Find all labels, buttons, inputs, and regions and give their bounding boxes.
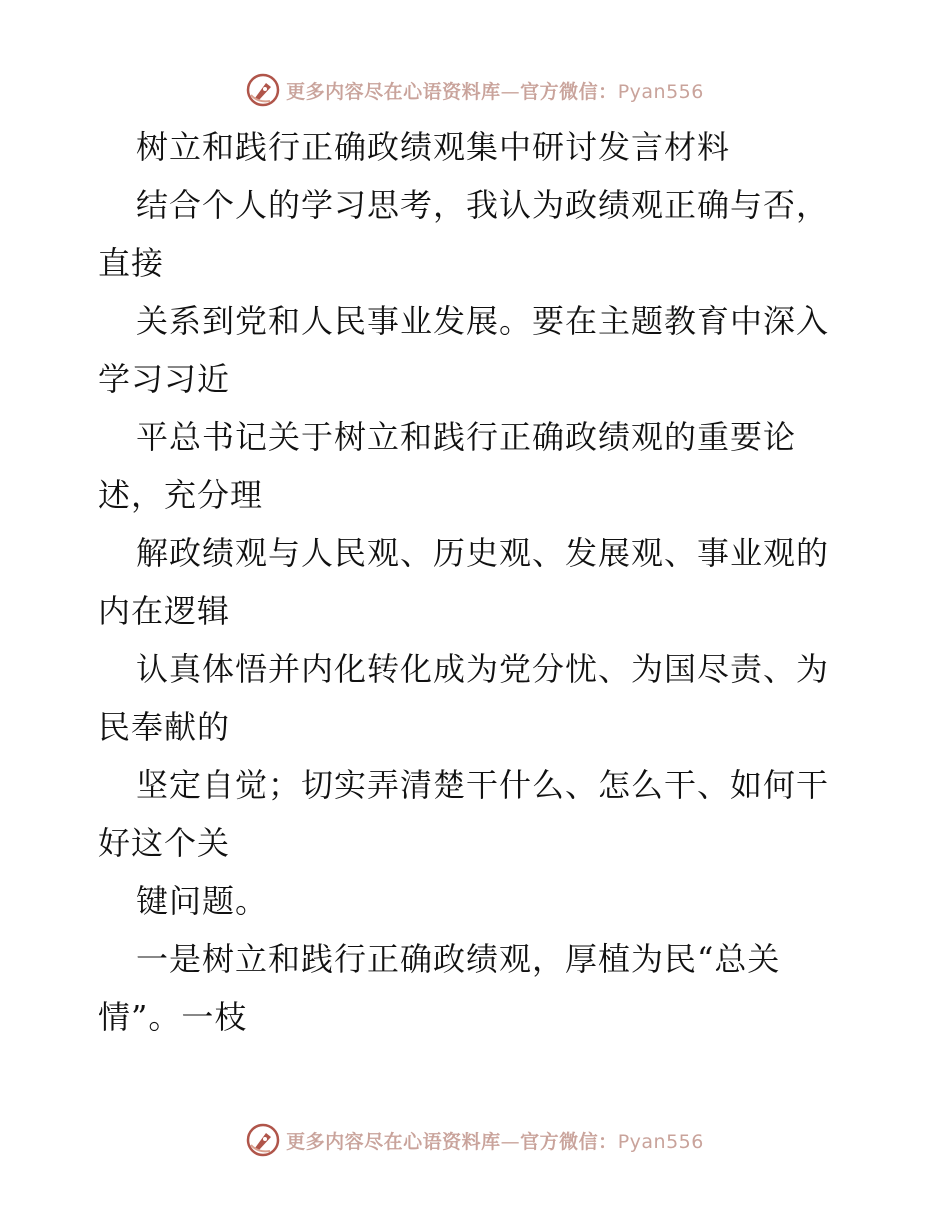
paragraph-line: 结合个人的学习思考，我认为政绩观正确与否， <box>136 186 830 224</box>
paragraph-line: 平总书记关于树立和践行正确政绩观的重要论 <box>136 418 797 456</box>
paragraph-line: 好这个关 <box>98 824 231 862</box>
paragraph-line: 学习习近 <box>98 360 231 398</box>
document-title: 树立和践行正确政绩观集中研讨发言材料 <box>136 128 731 166</box>
document-body <box>98 118 868 1046</box>
paragraph-line: 一是树立和践行正确政绩观，厚植为民“总关 <box>136 940 781 978</box>
banner-main-text: 更多内容尽在心语资料库 <box>286 1130 501 1153</box>
paragraph-line: 解政绩观与人民观、历史观、发展观、事业观的 <box>136 534 830 572</box>
paragraph-line: 键问题。 <box>136 882 269 920</box>
banner-separator: — <box>500 80 521 103</box>
paragraph-line: 述，充分理 <box>98 476 264 514</box>
banner-separator: — <box>500 1130 521 1153</box>
paragraph-line: 民奉献的 <box>98 708 231 746</box>
banner-text <box>286 77 704 104</box>
banner-wechat-id: Pyan556 <box>617 1130 704 1153</box>
paragraph-line: 认真体悟并内化转化成为党分忧、为国尽责、为 <box>136 650 830 688</box>
banner-wechat-label: 官方微信： <box>520 1130 618 1153</box>
banner-main-text: 更多内容尽在心语资料库 <box>286 80 501 103</box>
pen-nib-logo-icon <box>246 73 280 107</box>
header-watermark-banner <box>0 70 950 110</box>
footer-watermark-banner <box>0 1120 950 1160</box>
pen-nib-logo-icon <box>246 1123 280 1157</box>
banner-text <box>286 1127 704 1154</box>
paragraph-line: 坚定自觉；切实弄清楚干什么、怎么干、如何干 <box>136 766 830 804</box>
paragraph-line: 直接 <box>98 244 165 282</box>
paragraph-line: 情”。一枝 <box>98 998 248 1036</box>
banner-wechat-label: 官方微信： <box>520 80 618 103</box>
paragraph-line: 关系到党和人民事业发展。要在主题教育中深入 <box>136 302 830 340</box>
paragraph-line: 内在逻辑 <box>98 592 231 630</box>
banner-wechat-id: Pyan556 <box>617 80 704 103</box>
